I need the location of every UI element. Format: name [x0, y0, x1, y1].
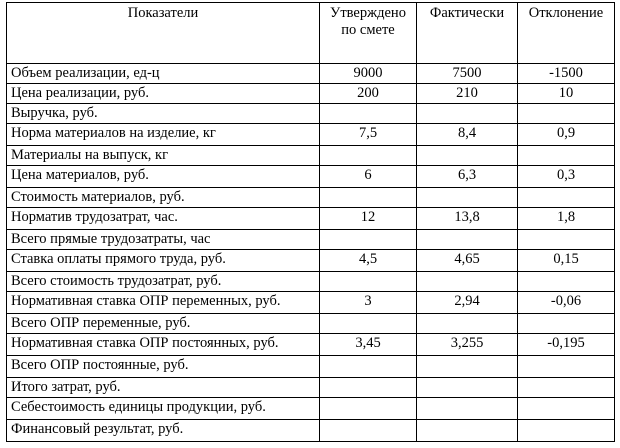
row-deviation: 0,3	[518, 166, 615, 188]
row-deviation	[518, 314, 615, 334]
row-label: Нормативная ставка ОПР постоянных, руб.	[7, 334, 320, 356]
row-actual	[417, 272, 518, 292]
row-deviation	[518, 420, 615, 442]
table-row	[7, 64, 615, 84]
table-row	[7, 230, 615, 250]
row-label: Норма материалов на изделие, кг	[7, 124, 320, 146]
row-budget: 12	[320, 208, 417, 230]
row-label: Финансовый результат, руб.	[7, 420, 320, 442]
table-row	[7, 84, 615, 104]
table-row	[7, 104, 615, 124]
row-actual	[417, 188, 518, 208]
row-label: Ставка оплаты прямого труда, руб.	[7, 250, 320, 272]
row-actual	[417, 356, 518, 378]
row-label: Нормативная ставка ОПР переменных, руб.	[7, 292, 320, 314]
row-budget: 7,5	[320, 124, 417, 146]
row-actual: 2,94	[417, 292, 518, 314]
row-budget	[320, 356, 417, 378]
row-budget: 4,5	[320, 250, 417, 272]
row-deviation	[518, 272, 615, 292]
row-actual	[417, 420, 518, 442]
row-budget	[320, 420, 417, 442]
row-label: Всего прямые трудозатраты, час	[7, 230, 320, 250]
row-deviation	[518, 146, 615, 166]
row-actual: 8,4	[417, 124, 518, 146]
row-actual: 7500	[417, 64, 518, 84]
row-actual	[417, 314, 518, 334]
table-row	[7, 124, 615, 146]
row-budget	[320, 314, 417, 334]
row-label: Всего ОПР переменные, руб.	[7, 314, 320, 334]
row-label: Цена реализации, руб.	[7, 84, 320, 104]
table-row	[7, 292, 615, 314]
row-label: Материалы на выпуск, кг	[7, 146, 320, 166]
table-row	[7, 272, 615, 292]
table-row	[7, 250, 615, 272]
row-budget	[320, 230, 417, 250]
row-deviation: 1,8	[518, 208, 615, 230]
row-budget: 3	[320, 292, 417, 314]
row-budget	[320, 272, 417, 292]
row-actual: 4,65	[417, 250, 518, 272]
row-label: Себестоимость единицы продукции, руб.	[7, 398, 320, 420]
row-deviation: 0,9	[518, 124, 615, 146]
row-deviation	[518, 104, 615, 124]
table-body	[7, 64, 615, 442]
row-deviation	[518, 230, 615, 250]
header-budget-line1: Утверждено	[330, 5, 406, 21]
row-label: Объем реализации, ед-ц	[7, 64, 320, 84]
row-label: Цена материалов, руб.	[7, 166, 320, 188]
row-budget	[320, 398, 417, 420]
row-budget: 200	[320, 84, 417, 104]
row-deviation	[518, 378, 615, 398]
table-row	[7, 146, 615, 166]
row-deviation: 10	[518, 84, 615, 104]
row-label: Выручка, руб.	[7, 104, 320, 124]
table-row	[7, 166, 615, 188]
table-row	[7, 314, 615, 334]
row-label: Всего ОПР постоянные, руб.	[7, 356, 320, 378]
header-budget	[320, 3, 417, 64]
header-budget-line2: по смете	[341, 22, 395, 38]
header-row	[7, 3, 615, 64]
row-budget: 3,45	[320, 334, 417, 356]
row-actual	[417, 146, 518, 166]
row-actual	[417, 378, 518, 398]
table-row	[7, 378, 615, 398]
row-deviation	[518, 188, 615, 208]
row-label: Итого затрат, руб.	[7, 378, 320, 398]
row-deviation: -0,195	[518, 334, 615, 356]
row-actual: 6,3	[417, 166, 518, 188]
table-row	[7, 208, 615, 230]
row-budget: 6	[320, 166, 417, 188]
row-actual	[417, 398, 518, 420]
row-label: Стоимость материалов, руб.	[7, 188, 320, 208]
budget-variance-table	[6, 2, 615, 442]
table-row	[7, 398, 615, 420]
row-deviation	[518, 398, 615, 420]
table-row	[7, 356, 615, 378]
table-header	[7, 3, 615, 64]
row-actual: 210	[417, 84, 518, 104]
row-deviation: -0,06	[518, 292, 615, 314]
row-label: Норматив трудозатрат, час.	[7, 208, 320, 230]
header-actual: Фактически	[417, 3, 518, 64]
table-row	[7, 188, 615, 208]
table-row	[7, 334, 615, 356]
row-budget	[320, 146, 417, 166]
row-budget	[320, 188, 417, 208]
row-budget	[320, 104, 417, 124]
row-label: Всего стоимость трудозатрат, руб.	[7, 272, 320, 292]
row-actual	[417, 104, 518, 124]
row-actual: 13,8	[417, 208, 518, 230]
header-deviation: Отклонение	[518, 3, 615, 64]
table-row	[7, 420, 615, 442]
row-actual	[417, 230, 518, 250]
row-deviation	[518, 356, 615, 378]
row-deviation: 0,15	[518, 250, 615, 272]
header-indicator: Показатели	[7, 3, 320, 64]
row-actual: 3,255	[417, 334, 518, 356]
row-deviation: -1500	[518, 64, 615, 84]
row-budget: 9000	[320, 64, 417, 84]
row-budget	[320, 378, 417, 398]
